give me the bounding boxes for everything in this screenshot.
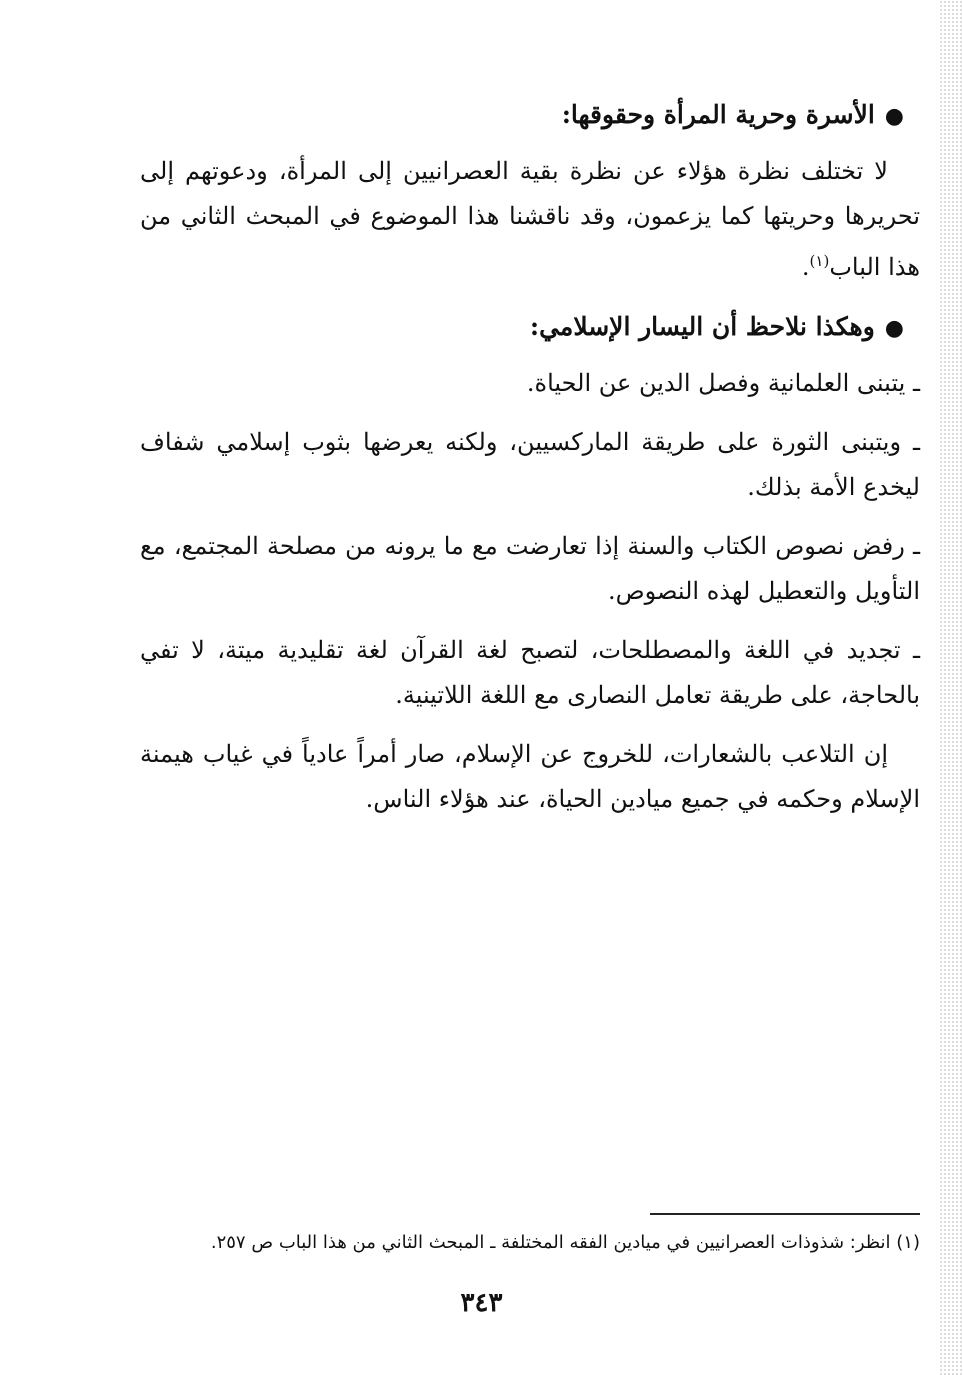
list-item: ـ يتبنى العلمانية وفصل الدين عن الحياة. [526, 369, 920, 397]
closing-paragraph: إن التلاعب بالشعارات، للخروج عن الإسلام، صار أمراً عادياً في غياب هيمنة الإسلام وحكمه في جميع ميادين الحياة، عند هؤلاء الناس. [140, 740, 920, 813]
bullet-icon: ● [884, 103, 904, 129]
footnote: (١) انظر: شذوذات العصرانيين في ميادين الفقه المختلفة ـ المبحث الثاني من هذا الباب ص ٢٥٧. [210, 1232, 920, 1253]
page-number: ٣٤٣ [460, 1288, 503, 1318]
page-edge-texture [939, 0, 963, 1375]
footnote-reference[interactable]: (١) [809, 252, 830, 270]
list-item: ـ تجديد في اللغة والمصطلحات، لتصبح لغة القرآن لغة تقليدية ميتة، لا تفي بالحاجة، على طريقة تعامل النصارى مع اللغة اللاتينية. [140, 636, 920, 709]
bullet-icon: ● [884, 315, 904, 341]
footnote-divider [650, 1213, 920, 1215]
paragraph-woman: لا تختلف نظرة هؤلاء عن نظرة بقية العصرانيين إلى المرأة، ودعوتهم إلى تحريرها وحريتها كما يزعمون، وقد ناقشنا هذا الموضوع في المبحث الثاني من هذا الباب$^{(١)}$. [140, 157, 920, 281]
list-item: ـ رفض نصوص الكتاب والسنة إذا تعارضت مع ما يرونه من مصلحة المجتمع، مع التأويل والتعطيل لهذه النصوص. [140, 532, 920, 605]
section-heading-islamic-left: ●وهكذا نلاحظ أن اليسار الإسلامي: [529, 312, 904, 341]
list-item: ـ ويتبنى الثورة على طريقة الماركسيين، ولكنه يعرضها بثوب إسلامي شفاف ليخدع الأمة بذلك. [140, 428, 920, 501]
main-text [140, 92, 920, 836]
section-heading-family: ●الأسرة وحرية المرأة وحقوقها: [561, 100, 904, 129]
